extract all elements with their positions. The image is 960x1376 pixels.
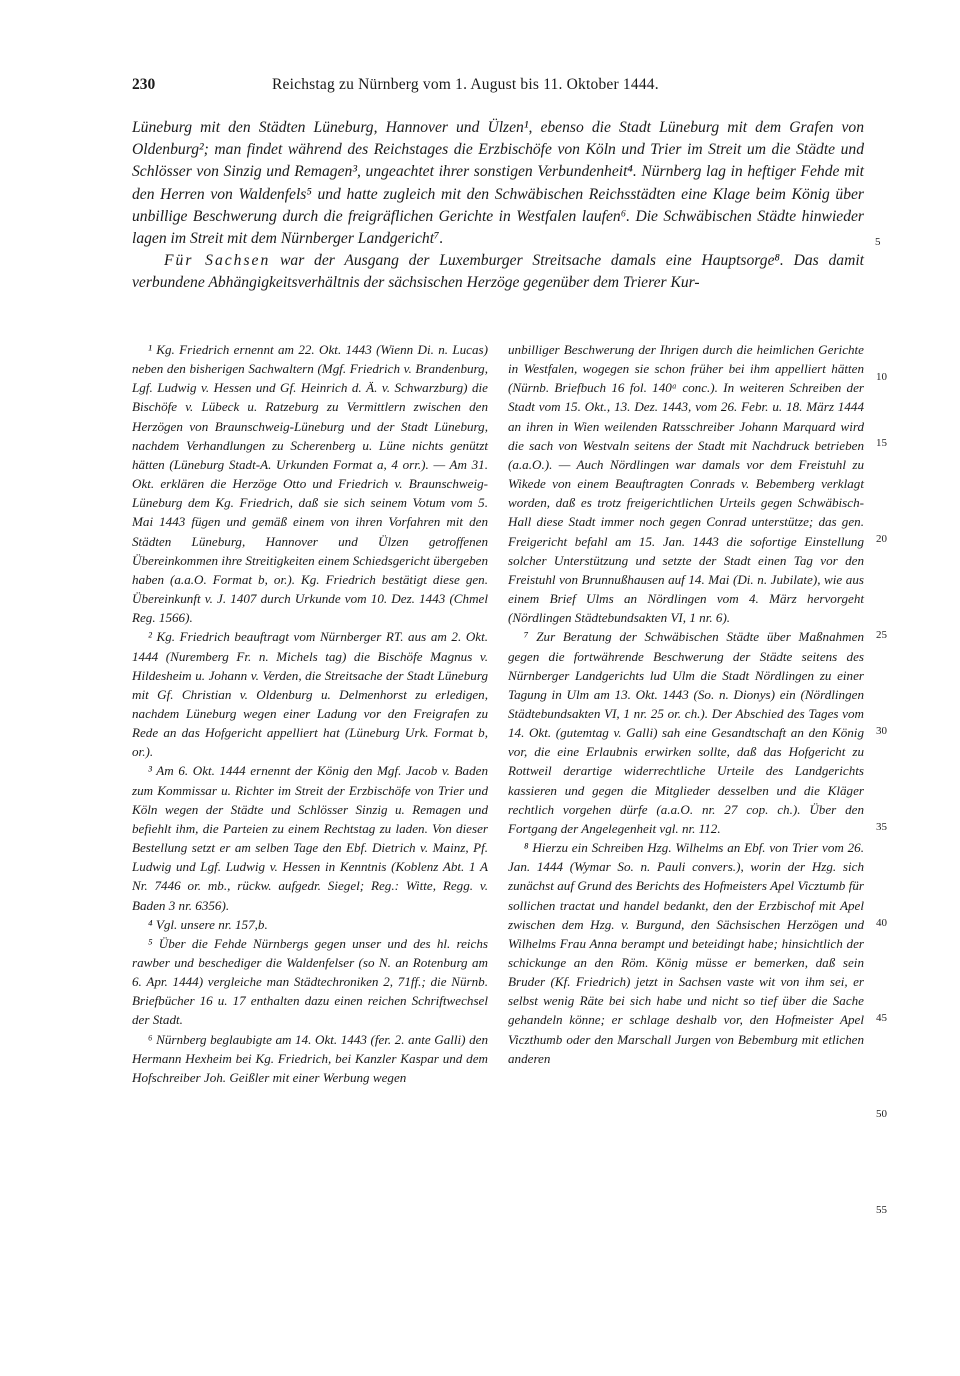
footnote: ² Kg. Friedrich beauftragt vom Nürnberger RT. aus am 2. Okt. 1444 (Nuremberg Fr. n. Michels tag) die Bischöfe Magnus v. Hildesheim u. Johann v. Verden, die Streitsache der Stadt Lüneburg mit Gf. Christian v. Oldenburg u. Delmenhorst zu erledigen, nachdem Lüneburg wegen einer Ladung vor den Freigrafen zu Rede an das Hofgericht appelliert hat (Lüneburg Urk. Format b, or.). bbox=[132, 629, 488, 760]
footnotes-left-column bbox=[132, 340, 488, 1087]
line-number: 15 bbox=[876, 437, 887, 449]
page-number: 230 bbox=[132, 76, 156, 93]
emphasized-term: Für Sachsen bbox=[164, 252, 271, 270]
footnote: ⁴ Vgl. unsere nr. 157,b. bbox=[148, 916, 268, 932]
footnote: ¹ Kg. Friedrich ernennt am 22. Okt. 1443 (Wienn Di. n. Lucas) neben den bisherigen Sachwaltern (Mgf. Friedrich v. Brandenburg, Lgf. Ludwig v. Hessen und Gf. Heinrich d. Ä. v. Schwarzburg) die Bischöfe v. Lübeck u. Ratzeburg zu Vermittlern zwischen den Herzögen von Braunschweig-Lüneburg und der Stadt Lüneburg, nachdem Verhandlungen zu Scherenberg u. Lüne nichts genützt hätten (Lüneburg Stadt-A. Urkunden Format a, 4 orr.). — Am 31. Okt. erklären die Herzöge Otto und Friedrich v. Braunschweig-Lüneburg dem Kg. Friedrich, daß sie sich seinem Votum vom 5. Mai 1443 fügen und gemäß einem von ihren Vorfahren mit den Städten Lüneburg, Hannover und Ülzen getroffenen Übereinkommen ihre Streitigkeiten einem Schiedsgericht übergeben haben (a.a.O. Format b, or.). Kg. Friedrich bestätigt diese gen. Übereinkunft v. J. 1407 durch Urkunde vom 10. Dez. 1443 (Chmel Reg. 1566). bbox=[132, 342, 488, 626]
line-number: 45 bbox=[876, 1012, 887, 1024]
page-header bbox=[132, 76, 864, 98]
line-number: 5 bbox=[875, 236, 881, 248]
paragraph-text: war der Ausgang der Luxemburger Streitsache damals eine Hauptsorge⁸. Das damit verbundene Abhängigkeitsverhältnis der sächsischen Herzöge gegenüber dem Trierer Kur- bbox=[132, 252, 864, 292]
footnote: ⁵ Über die Fehde Nürnbergs gegen unser und des hl. reichs rawber und beschediger die Waldenfelser (so N. an Rotenburg am 6. Apr. 1444) vergleiche man Städtechroniken 2, 71ff.; die Nürnb. Briefbücher 16 u. 17 enthalten dazu einen reichen Schriftwechsel der Stadt. bbox=[132, 935, 488, 1028]
footnote: ⁸ Hierzu ein Schreiben Hzg. Wilhelms an Ebf. von Trier vom 26. Jan. 1444 (Wymar So. n. Pauli convers.), worin der Hzg. sich zunächst auf Grund des Berichts des Hofmeisters Apel Vicztumb für sollichen tractat und handel bedankt, den der Erzbischof mit Apel zwischen dem Hzg. v. Burgund, den Sächsischen Herzögen und Wilhelms Frau Anna berampt und beteidingt habe; hinsichtlich der schickunge an den Röm. König müsse er bemerken, daß sein Bruder (Kf. Friedrich) jetzt in Sachsen vaste wit von ihm sei, er selbst wenig Räte bei sich habe und nicht so tief über die Sache gehandeln könne; er schlage deshalb vor, den Hofmeister Apel Viczthumb oder den Marschall Jurgen von Bebemburg mit etlichen anderen bbox=[508, 840, 864, 1066]
footnotes-right-column bbox=[508, 340, 864, 1068]
line-number: 40 bbox=[876, 917, 887, 929]
line-number: 35 bbox=[876, 821, 887, 833]
line-number: 25 bbox=[876, 629, 887, 641]
main-paragraph bbox=[132, 250, 864, 294]
running-title: Reichstag zu Nürnberg vom 1. August bis 11. Oktober 1444. bbox=[272, 76, 659, 93]
line-number: 55 bbox=[876, 1204, 887, 1216]
footnote: ⁷ Zur Beratung der Schwäbischen Städte über Maßnahmen gegen die fortwährende Beschwerung der Städte seitens des Nürnberger Landgerichts lud Ulm die Stadt Nördlingen zu einer Tagung in Ulm am 13. Okt. 1443 (So. n. Dionys) ein (Nördlingen Städtebundsakten VI, 1 nr. 25 or. ch.). Der Abschied des Tages vom 14. Okt. (gutemtag v. Galli) sah eine Gesandtschaft an den König vor, die eine Erlaubnis erwirken sollte, daß das Hofgericht zu Rottweil derartige widerrechtliche Urteile des Landgerichts kassieren und gegen die Mitglieder desselben und die Kläger rechtlich vorgehen dürfe (a.a.O. nr. 27 cop. ch.). Über den Fortgang der Angelegenheit vgl. nr. 112. bbox=[508, 629, 864, 836]
line-number: 20 bbox=[876, 533, 887, 545]
footnote: ⁶ Nürnberg beglaubigte am 14. Okt. 1443 (fer. 2. ante Galli) den Hermann Hexheim bei Kg. Friedrich, bei Kanzler Kaspar und dem Hofschreiber Joh. Geißler mit einer Werbung wegen bbox=[132, 1031, 488, 1085]
footnote: ³ Am 6. Okt. 1444 ernennt der König den Mgf. Jacob v. Baden zum Kommissar u. Richter im Streit der Erzbischöfe von Trier und Köln wegen der Städte und Schlösser Sinzig u. Remagen und befiehlt ihm, die Parteien zu einem Rechtstag zu laden. Von dieser Bestellung setzt er am selben Tage den Ebf. Dietrich v. Mainz, Pf. Ludwig und Lgf. Ludwig v. Hessen in Kenntnis (Koblenz Abt. 1 A Nr. 7446 or. mb., rückw. aufgedr. Siegel; Reg.: Witte, Regg. v. Baden 3 nr. 6356). bbox=[132, 763, 488, 913]
main-text bbox=[132, 117, 864, 295]
line-number: 10 bbox=[876, 371, 887, 383]
line-number: 30 bbox=[876, 725, 887, 737]
main-paragraph: Lüneburg mit den Städten Lüneburg, Hannover und Ülzen¹, ebenso die Stadt Lüneburg mit dem Grafen von Oldenburg²; man findet während des Reichstages die Erzbischöfe von Köln und Trier im Streit um die Städte und Schlösser von Sinzig und Remagen³, ungeachtet ihrer sonstigen Verbundenheit⁴. Nürnberg lag in heftiger Fehde mit den Herren von Waldenfels⁵ und hatte zugleich mit den Schwäbischen Reichsstädten eine Klage beim König über unbillige Beschwerung durch die freigräflichen Gerichte in Westfalen laufen⁶. Die Schwäbischen Städte hinwieder lagen im Streit mit dem Nürnberger Landgericht⁷. bbox=[132, 119, 864, 248]
footnote-continuation: unbilliger Beschwerung der Ihrigen durch die heimlichen Gerichte in Westfalen, wogegen sie schon früher bei ihm appelliert hätten (Nürnb. Briefbuch 16 fol. 140ᵃ conc.). In weiteren Schreiben der Stadt vom 15. Okt., 13. Dez. 1443, vom 26. Febr. u. 18. März 1444 an ihren in Wien weilenden Ratsschreiber Johann Marquard wird die sach von Westvaln seitens der Stadt mit Nachdruck betrieben (a.a.O.). — Auch Nördlingen war damals vor dem Freistuhl zu Wikede von einem Beauftragten Conrads v. Bebemberg verklagt worden, daß es trotz freigerichtlichen Urteils gegen Schwäbisch-Hall diese Stadt immer noch gegen Conrad unterstütze; das gen. Freigericht befahl am 15. Jan. 1443 die sofortige Einstellung solcher Unterstützung und setzte der Stadt einen Tag vor den Freistuhl von Brunnußhausen auf 14. Mai (Di. n. Jubilate), wie aus einem Brief Ulms an Nördlingen vom 4. März hervorgeht (Nördlingen Städtebundsakten VI, 1 nr. 6). bbox=[508, 342, 864, 626]
line-number: 50 bbox=[876, 1108, 887, 1120]
